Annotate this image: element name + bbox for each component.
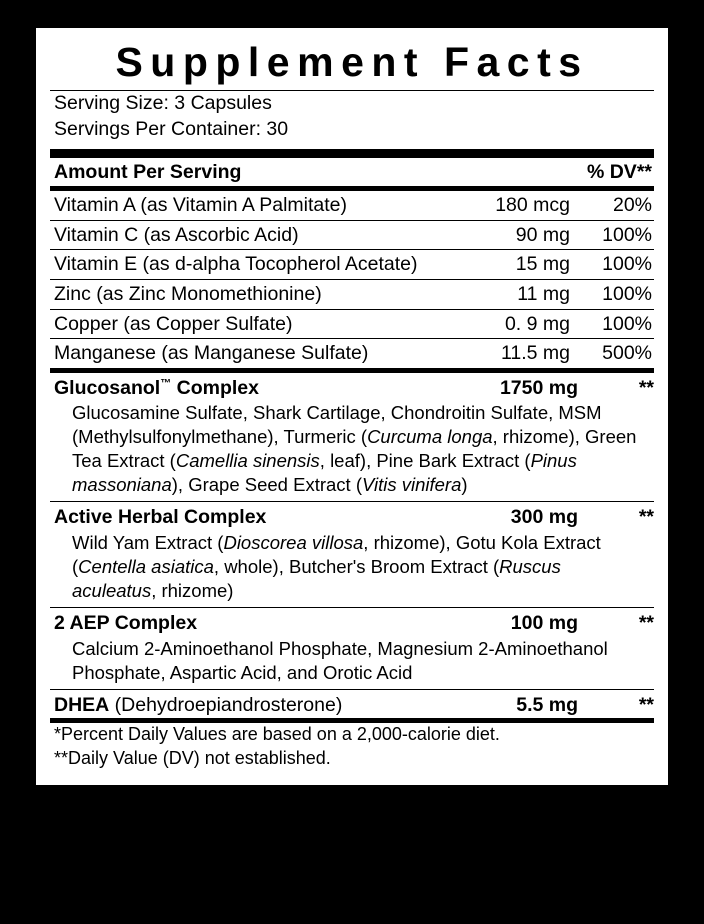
nutrient-amount: 0. 9 mg [504,312,570,335]
page-title: Supplement Facts [115,39,589,85]
nutrient-amount: 11.5 mg [500,342,570,365]
nutrient-amount: 11 mg [517,282,570,305]
nutrient-dv: 500% [602,342,652,365]
blend-header [50,502,654,531]
dhea-amount: 5.5 mg [516,693,578,716]
table-row [50,280,654,309]
nutrient-name: Vitamin A (as Vitamin A Palmitate) [54,194,348,217]
divider-thick-top [50,149,654,158]
footnote-daily-values: *Percent Daily Values are based on a 2,000-calorie diet. [54,724,500,745]
blend-amount: 1750 mg [499,376,578,399]
nutrient-dv: 100% [602,282,652,305]
servings-per-container: Servings Per Container: 30 [54,118,289,140]
table-row [50,339,654,368]
nutrient-name: Manganese (as Manganese Sulfate) [54,342,369,365]
blend-glucosanol [50,373,654,502]
nutrient-dv: 20% [612,194,652,217]
trademark-icon: ™ [160,377,172,390]
table-row [50,310,654,339]
dhea-row [50,690,654,719]
amount-per-serving-header: Amount Per Serving [54,160,242,183]
blend-ingredients: Glucosamine Sulfate, Shark Cartilage, Chondroitin Sulfate, MSM (Methylsulfonylmethane), Turmeric (Curcuma longa, rhizome), Green Tea Extract (Camellia sinensis, leaf), Pine Bark Extract (Pinus massoniana), Grape Seed Extract (Vitis vinifera) [72,402,637,496]
footnote-dv-not-established: **Daily Value (DV) not established. [54,748,331,769]
blend-ingredients: Wild Yam Extract (Dioscorea villosa, rhizome), Gotu Kola Extract (Centella asiatica, whole), Butcher's Broom Extract (Ruscus aculeatus, rhizome) [72,531,601,602]
nutrient-rows [50,191,654,367]
dhea-name: DHEA (Dehydroepiandrosterone) [54,693,343,716]
nutrient-dv: 100% [602,223,652,246]
blend-dv: ** [638,376,654,399]
blend-name: Active Herbal Complex [54,506,267,529]
table-row [50,250,654,279]
daily-value-header: % DV** [586,160,652,183]
column-header-row [50,158,654,187]
nutrient-dv: 100% [602,253,652,276]
blend-amount: 300 mg [510,506,578,529]
serving-size: Serving Size: 3 Capsules [54,92,272,115]
blend-header [50,608,654,637]
nutrient-dv: 100% [602,312,652,335]
nutrient-name: Copper (as Copper Sulfate) [54,312,293,335]
nutrient-amount: 180 mcg [495,194,570,217]
nutrient-name: Vitamin C (as Ascorbic Acid) [54,223,299,246]
blend-active-herbal [50,502,654,607]
table-row [50,221,654,250]
blend-ingredients: Calcium 2-Aminoethanol Phosphate, Magnesium 2-Aminoethanol Phosphate, Aspartic Acid, and Orotic Acid [72,637,608,683]
nutrient-name: Vitamin E (as d-alpha Tocopherol Acetate) [54,253,418,276]
nutrient-amount: 15 mg [515,253,570,276]
table-row [50,191,654,220]
nutrient-name: Zinc (as Zinc Monomethionine) [54,282,322,305]
supplement-facts-panel [36,28,668,785]
blend-dv: ** [638,506,654,529]
blend-dv: ** [638,612,654,635]
blend-header [50,373,654,402]
blend-amount: 100 mg [510,612,578,635]
blend-name: Glucosanol™ Complex [54,376,259,399]
dhea-dv: ** [638,693,654,716]
blend-name: 2 AEP Complex [54,612,198,635]
blend-2-aep [50,608,654,689]
nutrient-amount: 90 mg [515,223,570,246]
